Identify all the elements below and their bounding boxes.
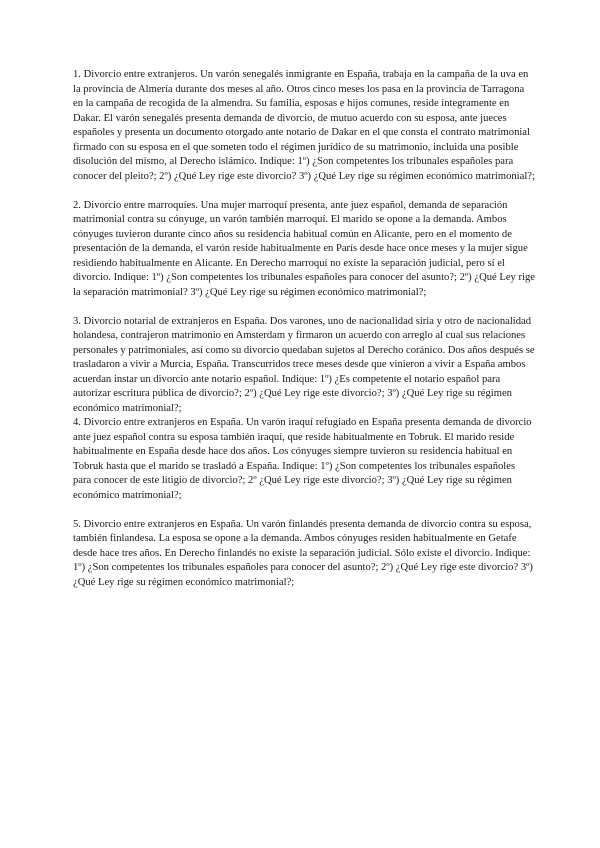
case-4-paragraph: 4. Divorcio entre extranjeros en España. Un varón iraquí refugiado en España presenta demanda de divorcio ante juez español contra su esposa también iraquí, que reside habitualmente en Tobruk. El marido reside habitualmente en España desde hace dos años. Los cónyuges siempre tuvieron su residencia habitual en Tobruk hasta que el marido se trasladó a España. Indique: 1º) ¿Son competentes los tribunales españoles para conocer de este litigio de divorcio?; 2º ¿Qué Ley rige este divorcio?; 3º) ¿Qué Ley rige su régimen económico matrimonial?; [73,417,532,501]
document-page [73,68,535,590]
case-3-paragraph: 3. Divorcio notarial de extranjeros en España. Dos varones, uno de nacionalidad siria y otro de nacionalidad holandesa, contrajeron matrimonio en Amsterdam y firmaron un acuerdo con arreglo al cual sus relaciones personales y patrimoniales, así como su divorcio quedaban sujetos al Derecho coránico. Dos años después se trasladaron a vivir a Murcia, España. Transcurridos trece meses desde que vinieron a vivir a España ambos acuerdan instar un divorcio ante notario español. Indique: 1º) ¿Es competente el notario español para autorizar escritura pública de divorcio?; 2º) ¿Qué Ley rige este divorcio?; 3º) ¿Qué Ley rige su régimen económico matrimonial?; [73,315,535,414]
case-5-paragraph: 5. Divorcio entre extranjeros en España. Un varón finlandés presenta demanda de divorcio contra su esposa, también finlandesa. La esposa se opone a la demanda. Ambos cónyuges residen habitualmente en Getafe desde hace tres años. En Derecho finlandés no existe la separación judicial. Sólo existe el divorcio. Indique: 1º) ¿Son competentes los tribunales españoles para conocer del asunto?; 2º) ¿Qué Ley rige este divorcio? 3º) ¿Qué Ley rige su régimen económico matrimonial?; [73,518,533,588]
case-2-paragraph: 2. Divorcio entre marroquíes. Una mujer marroquí presenta, ante juez español, demanda de separación matrimonial contra su cónyuge, un varón también marroquí. El marido se opone a la demanda. Ambos cónyuges tuvieron durante cinco años su residencia habitual común en Alicante, pero en el momento de presentación de la demanda, el varón reside habitualmente en París desde hace once meses y la mujer sigue residiendo habitualmente en Alicante. En Derecho marroquí no existe la separación judicial, pero sí el divorcio. Indique: 1º) ¿Son competentes los tribunales españoles para conocer del asunto?; 2º) ¿Qué Ley rige la separación matrimonial? 3º) ¿Qué Ley rige su régimen económico matrimonial?; [73,199,535,298]
case-1-paragraph: 1. Divorcio entre extranjeros. Un varón senegalés inmigrante en España, trabaja en la campaña de la uva en la provincia de Almería durante dos meses al año. Otros cinco meses los pasa en la provincia de Tarragona en la campaña de recogida de la almendra. Su familia, esposas e hijos comunes, reside íntegramente en Dakar. El varón senegalés presenta demanda de divorcio, de mutuo acuerdo con su esposa, ante jueces españoles y presenta un documento otorgado ante notario de Dakar en el que consta el contrato matrimonial firmado con su esposa en el que someten todo el régimen jurídico de su matrimonio, incluida una posible disolución del mismo, al Derecho islámico. Indique: 1º) ¿Son competentes los tribunales españoles para conocer del pleito?; 2º) ¿Qué Ley rige este divorcio? 3º) ¿Qué Ley rige su régimen económico matrimonial?; [73,69,535,182]
